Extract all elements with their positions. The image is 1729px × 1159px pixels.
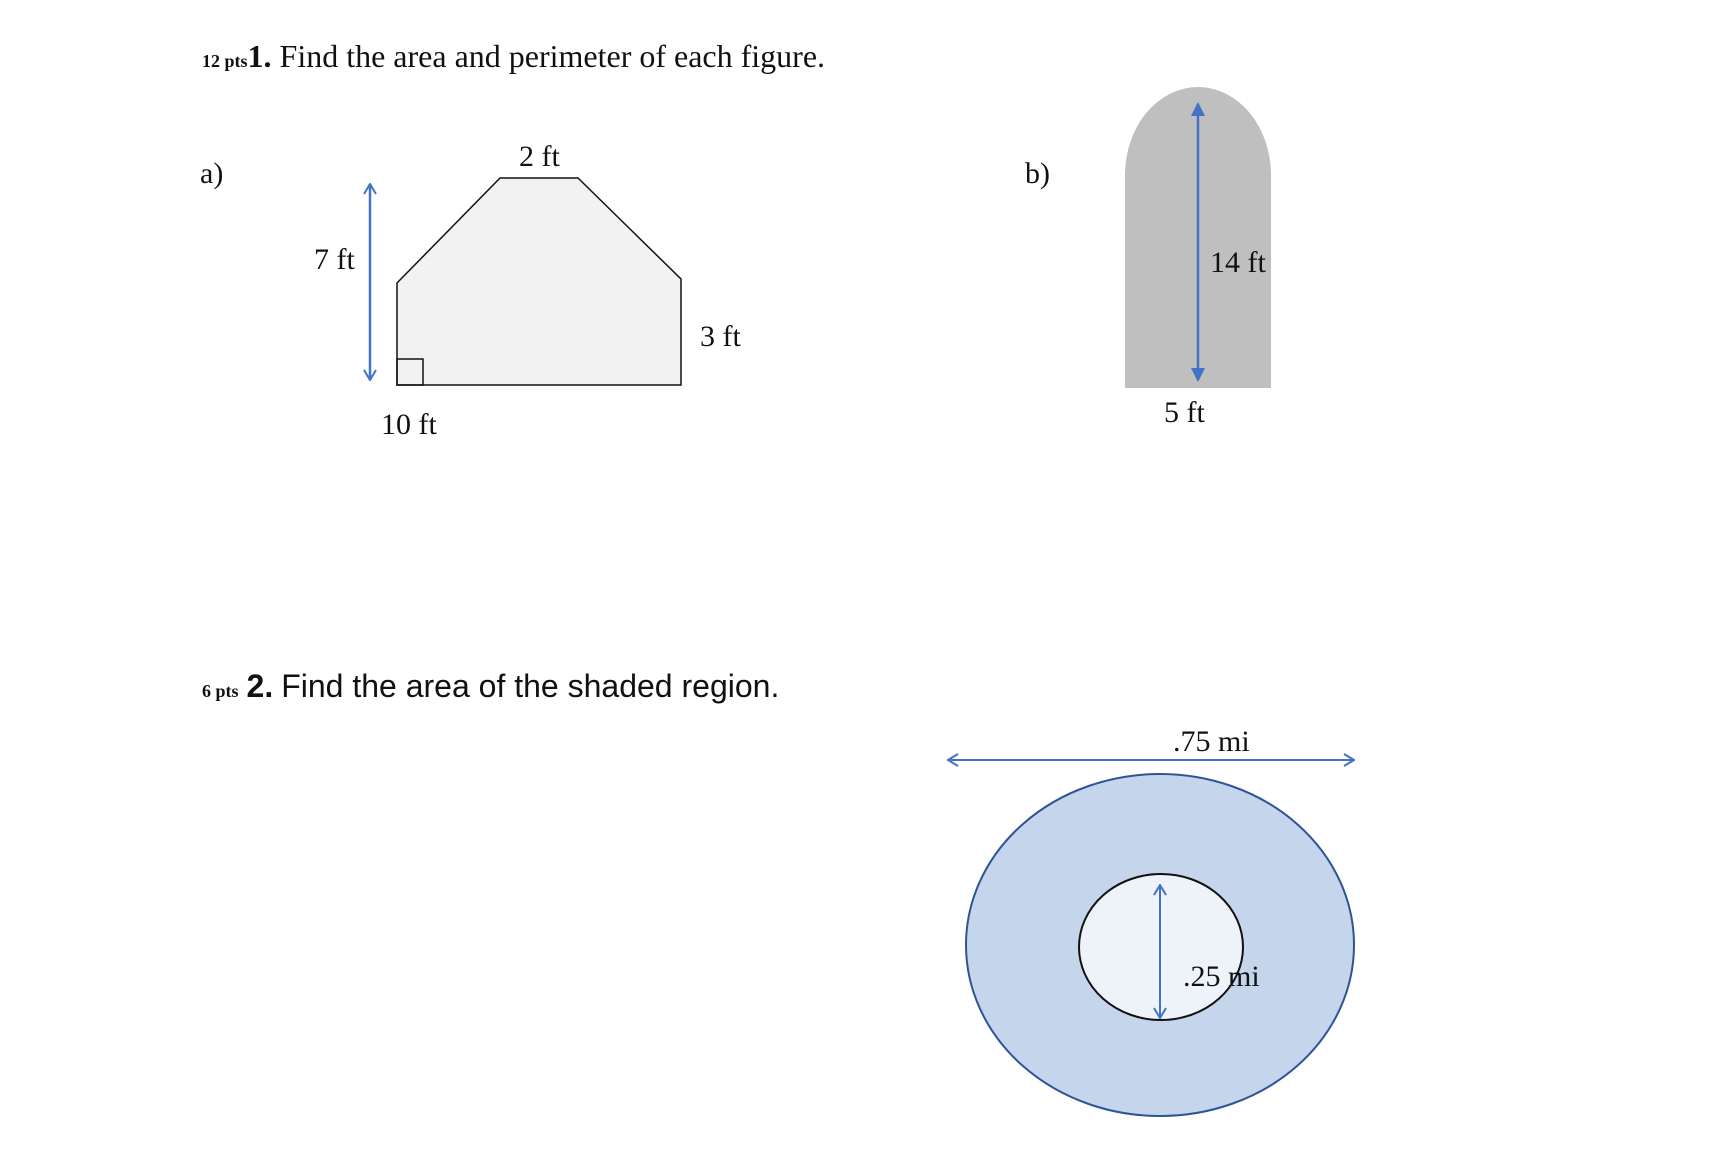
question-1-points: 12 pts xyxy=(202,51,248,71)
question-2-prompt: Find the area of the shaded region. xyxy=(281,668,780,704)
dim-label-height-b: 14 ft xyxy=(1210,246,1266,279)
question-2-points: 6 pts xyxy=(202,681,239,701)
part-b-label: b) xyxy=(1025,157,1050,190)
question-1-number: 1. xyxy=(247,38,272,74)
question-1-prompt: Find the area and perimeter of each figure. xyxy=(279,38,826,74)
part-a-label: a) xyxy=(200,157,224,190)
dim-label-outer-diameter: .75 mi xyxy=(1173,725,1250,758)
dim-label-width-b: 5 ft xyxy=(1164,396,1205,429)
pentagon-figure xyxy=(397,178,681,385)
dim-label-side-a: 3 ft xyxy=(700,320,741,353)
dim-label-inner-diameter: .25 mi xyxy=(1183,960,1260,993)
question-2-number: 2. xyxy=(246,668,274,704)
dim-label-top-a: 2 ft xyxy=(519,140,560,173)
dim-label-height-a: 7 ft xyxy=(314,243,355,276)
question-2-header xyxy=(202,668,779,705)
dim-label-base-a: 10 ft xyxy=(381,408,437,441)
